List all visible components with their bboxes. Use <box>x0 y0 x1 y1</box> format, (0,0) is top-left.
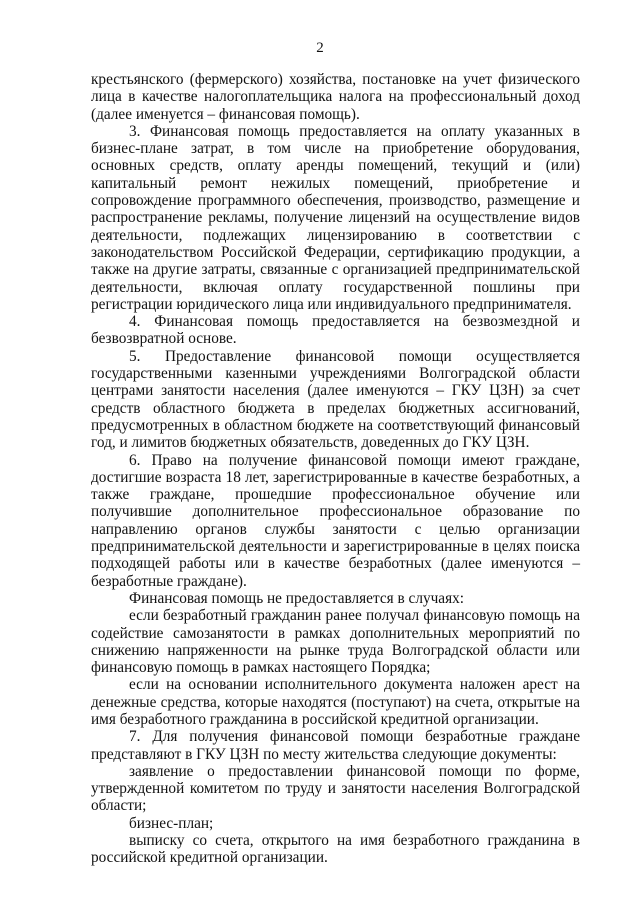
paragraph-continuation: крестьянского (фермерского) хозяйства, постановке на учет физического лица в качестве налогоплательщика налога на профессиональный доход (далее именуется – финансовая помощь). <box>91 71 580 123</box>
paragraph-3: 3. Финансовая помощь предоставляется на оплату указанных в бизнес-плане затрат, в том числе на приобретение оборудования, основных средств, оплату аренды помещений, текущий и (или) капитальный ремонт нежилых помещений, приобретение и сопровождение программного обеспечения, производство, размещение и распространение рекламы, получение лицензий на осуществление видов деятельности, подлежащих лицензированию в соответствии с законодательством Российской Федерации, сертификацию продукции, а также на другие затраты, связанные с организацией предпринимательской деятельности, включая оплату государственной пошлины при регистрации юридического лица или индивидуального предпринимателя. <box>91 122 580 313</box>
paragraph-document-bank-statement: выписку со счета, открытого на имя безработного гражданина в российской кредитной организации. <box>91 832 580 867</box>
paragraph-6: 6. Право на получение финансовой помощи имеют граждане, достигшие возраста 18 лет, зарегистрированные в качестве безработных, а также граждане, прошедшие профессиональное обучение или получившие дополнительное профессиональное образование по направлению органов службы занятости с целью организации предпринимательской деятельности и зарегистрированные в целях поиска подходящей работы или в качестве безработных (далее именуются – безработные граждане). <box>91 451 580 590</box>
paragraph-document-application: заявление о предоставлении финансовой помощи по форме, утвержденной комитетом по труду и занятости населения Волгоградской области; <box>91 762 580 815</box>
paragraph-4: 4. Финансовая помощь предоставляется на безвозмездной и безвозвратной основе. <box>91 313 580 348</box>
document-body <box>91 71 580 867</box>
paragraph-5: 5. Предоставление финансовой помощи осуществляется государственными казенными учреждениями Волгоградской области центрами занятости населения (далее именуются – ГКУ ЦЗН) за счет средств областного бюджета в пределах бюджетных ассигнований, предусмотренных в областном бюджете на соответствующий финансовый год, и лимитов бюджетных обязательств, доведенных до ГКУ ЦЗН. <box>91 347 580 452</box>
paragraph-exclusion-2: если на основании исполнительного документа наложен арест на денежные средства, которые находятся (поступают) на счета, открытые на имя безработного гражданина в российской кредитной организации. <box>91 676 580 728</box>
paragraph-exclusion-1: если безработный гражданин ранее получал финансовую помощь на содействие самозанятости в рамках дополнительных мероприятий по снижению напряженности на рынке труда Волгоградской области или финансовую помощь в рамках настоящего Порядка; <box>91 607 580 677</box>
paragraph-exclusions-intro: Финансовая помощь не предоставляется в случаях: <box>129 589 465 607</box>
paragraph-document-business-plan: бизнес-план; <box>129 814 214 832</box>
paragraph-7: 7. Для получения финансовой помощи безработные граждане представляют в ГКУ ЦЗН по месту жительства следующие документы: <box>91 728 580 763</box>
page-number: 2 <box>316 40 324 56</box>
